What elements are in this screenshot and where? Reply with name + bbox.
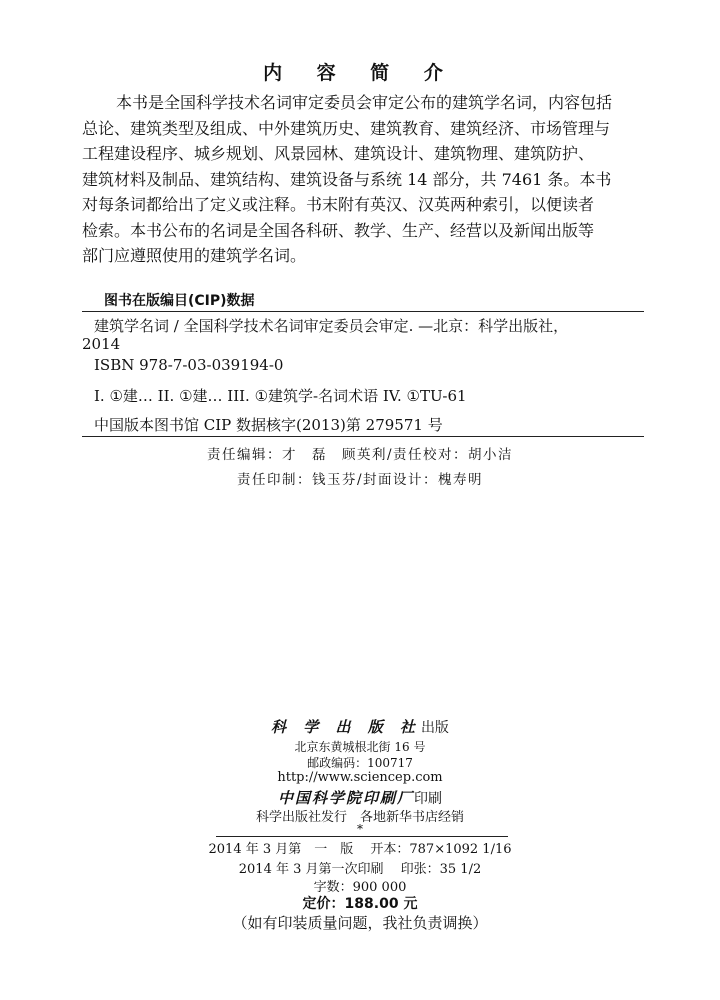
price: 定价：188.00 元 bbox=[302, 896, 418, 912]
publisher-address: 北京东黄城根北街 16 号 bbox=[294, 740, 426, 754]
cip-classification: I. ①建… II. ①建… III. ①建筑学-名词术语 IV. ①TU-61 bbox=[94, 387, 467, 405]
abstract-line: 建筑材料及制品、建筑结构、建筑设备与系统 14 部分，共 7461 条。本书 bbox=[82, 169, 612, 189]
abstract-line: 总论、建筑类型及组成、中外建筑历史、建筑教育、建筑经济、市场管理与 bbox=[82, 118, 611, 138]
cip-bottom-rule bbox=[82, 436, 644, 437]
printer-name: 中国科学院印刷厂 bbox=[277, 789, 414, 807]
cip-title: 图书在版编目(CIP)数据 bbox=[104, 293, 255, 309]
quality-note: （如有印装质量问题，我社负责调换） bbox=[232, 914, 488, 932]
cip-catalog-year: 2014 bbox=[82, 335, 121, 353]
cip-isbn: ISBN 978-7-03-039194-0 bbox=[94, 356, 284, 374]
cip-top-rule bbox=[82, 311, 644, 312]
publisher-name-suffix: 出版 bbox=[420, 720, 449, 736]
printer-line bbox=[0, 787, 720, 808]
separator-star: * bbox=[357, 822, 363, 836]
abstract-line: 本书是全国科学技术名词审定委员会审定公布的建筑学名词，内容包括 bbox=[116, 93, 613, 112]
word-count: 字数：900 000 bbox=[313, 880, 407, 895]
publisher-postcode: 邮政编码：100717 bbox=[307, 756, 413, 770]
publisher-line bbox=[0, 716, 720, 737]
abstract bbox=[82, 90, 642, 269]
publisher-url: http://www.sciencep.com bbox=[277, 770, 443, 785]
abstract-line: 对每条词都给出了定义或注释。书末附有英汉、汉英两种索引，以便读者 bbox=[82, 195, 595, 214]
credits-editors: 责任编辑：才 磊 顾英利/责任校对：胡小洁 bbox=[206, 447, 514, 463]
edition-top-rule bbox=[216, 836, 508, 837]
abstract-line: 工程建设程序、城乡规划、风景园林、建筑设计、建筑物理、建筑防护、 bbox=[82, 144, 595, 163]
printer-name-suffix: 印刷 bbox=[414, 791, 442, 807]
distribution-line: 科学出版社发行 各地新华书店经销 bbox=[255, 810, 464, 825]
edition-line: 2014 年 3 月第 一 版 开本：787×1092 1/16 bbox=[208, 842, 512, 857]
publisher-name: 科 学 出 版 社 bbox=[271, 718, 421, 736]
abstract-line: 检索。本书公布的名词是全国各科研、教学、生产、经营以及新闻出版等 bbox=[82, 220, 595, 240]
credits-printing: 责任印制：钱玉芬/封面设计：槐寿明 bbox=[236, 472, 484, 488]
cip-library-number: 中国版本图书馆 CIP 数据核字(2013)第 279571 号 bbox=[94, 416, 443, 434]
cip-catalog-line: 建筑学名词 / 全国科学技术名词审定委员会审定. —北京：科学出版社， bbox=[94, 317, 569, 335]
abstract-line: 部门应遵照使用的建筑学名词。 bbox=[82, 246, 307, 265]
printing-line: 2014 年 3 月第一次印刷 印张：35 1/2 bbox=[238, 862, 482, 877]
summary-heading: 内 容 简 介 bbox=[263, 62, 457, 84]
